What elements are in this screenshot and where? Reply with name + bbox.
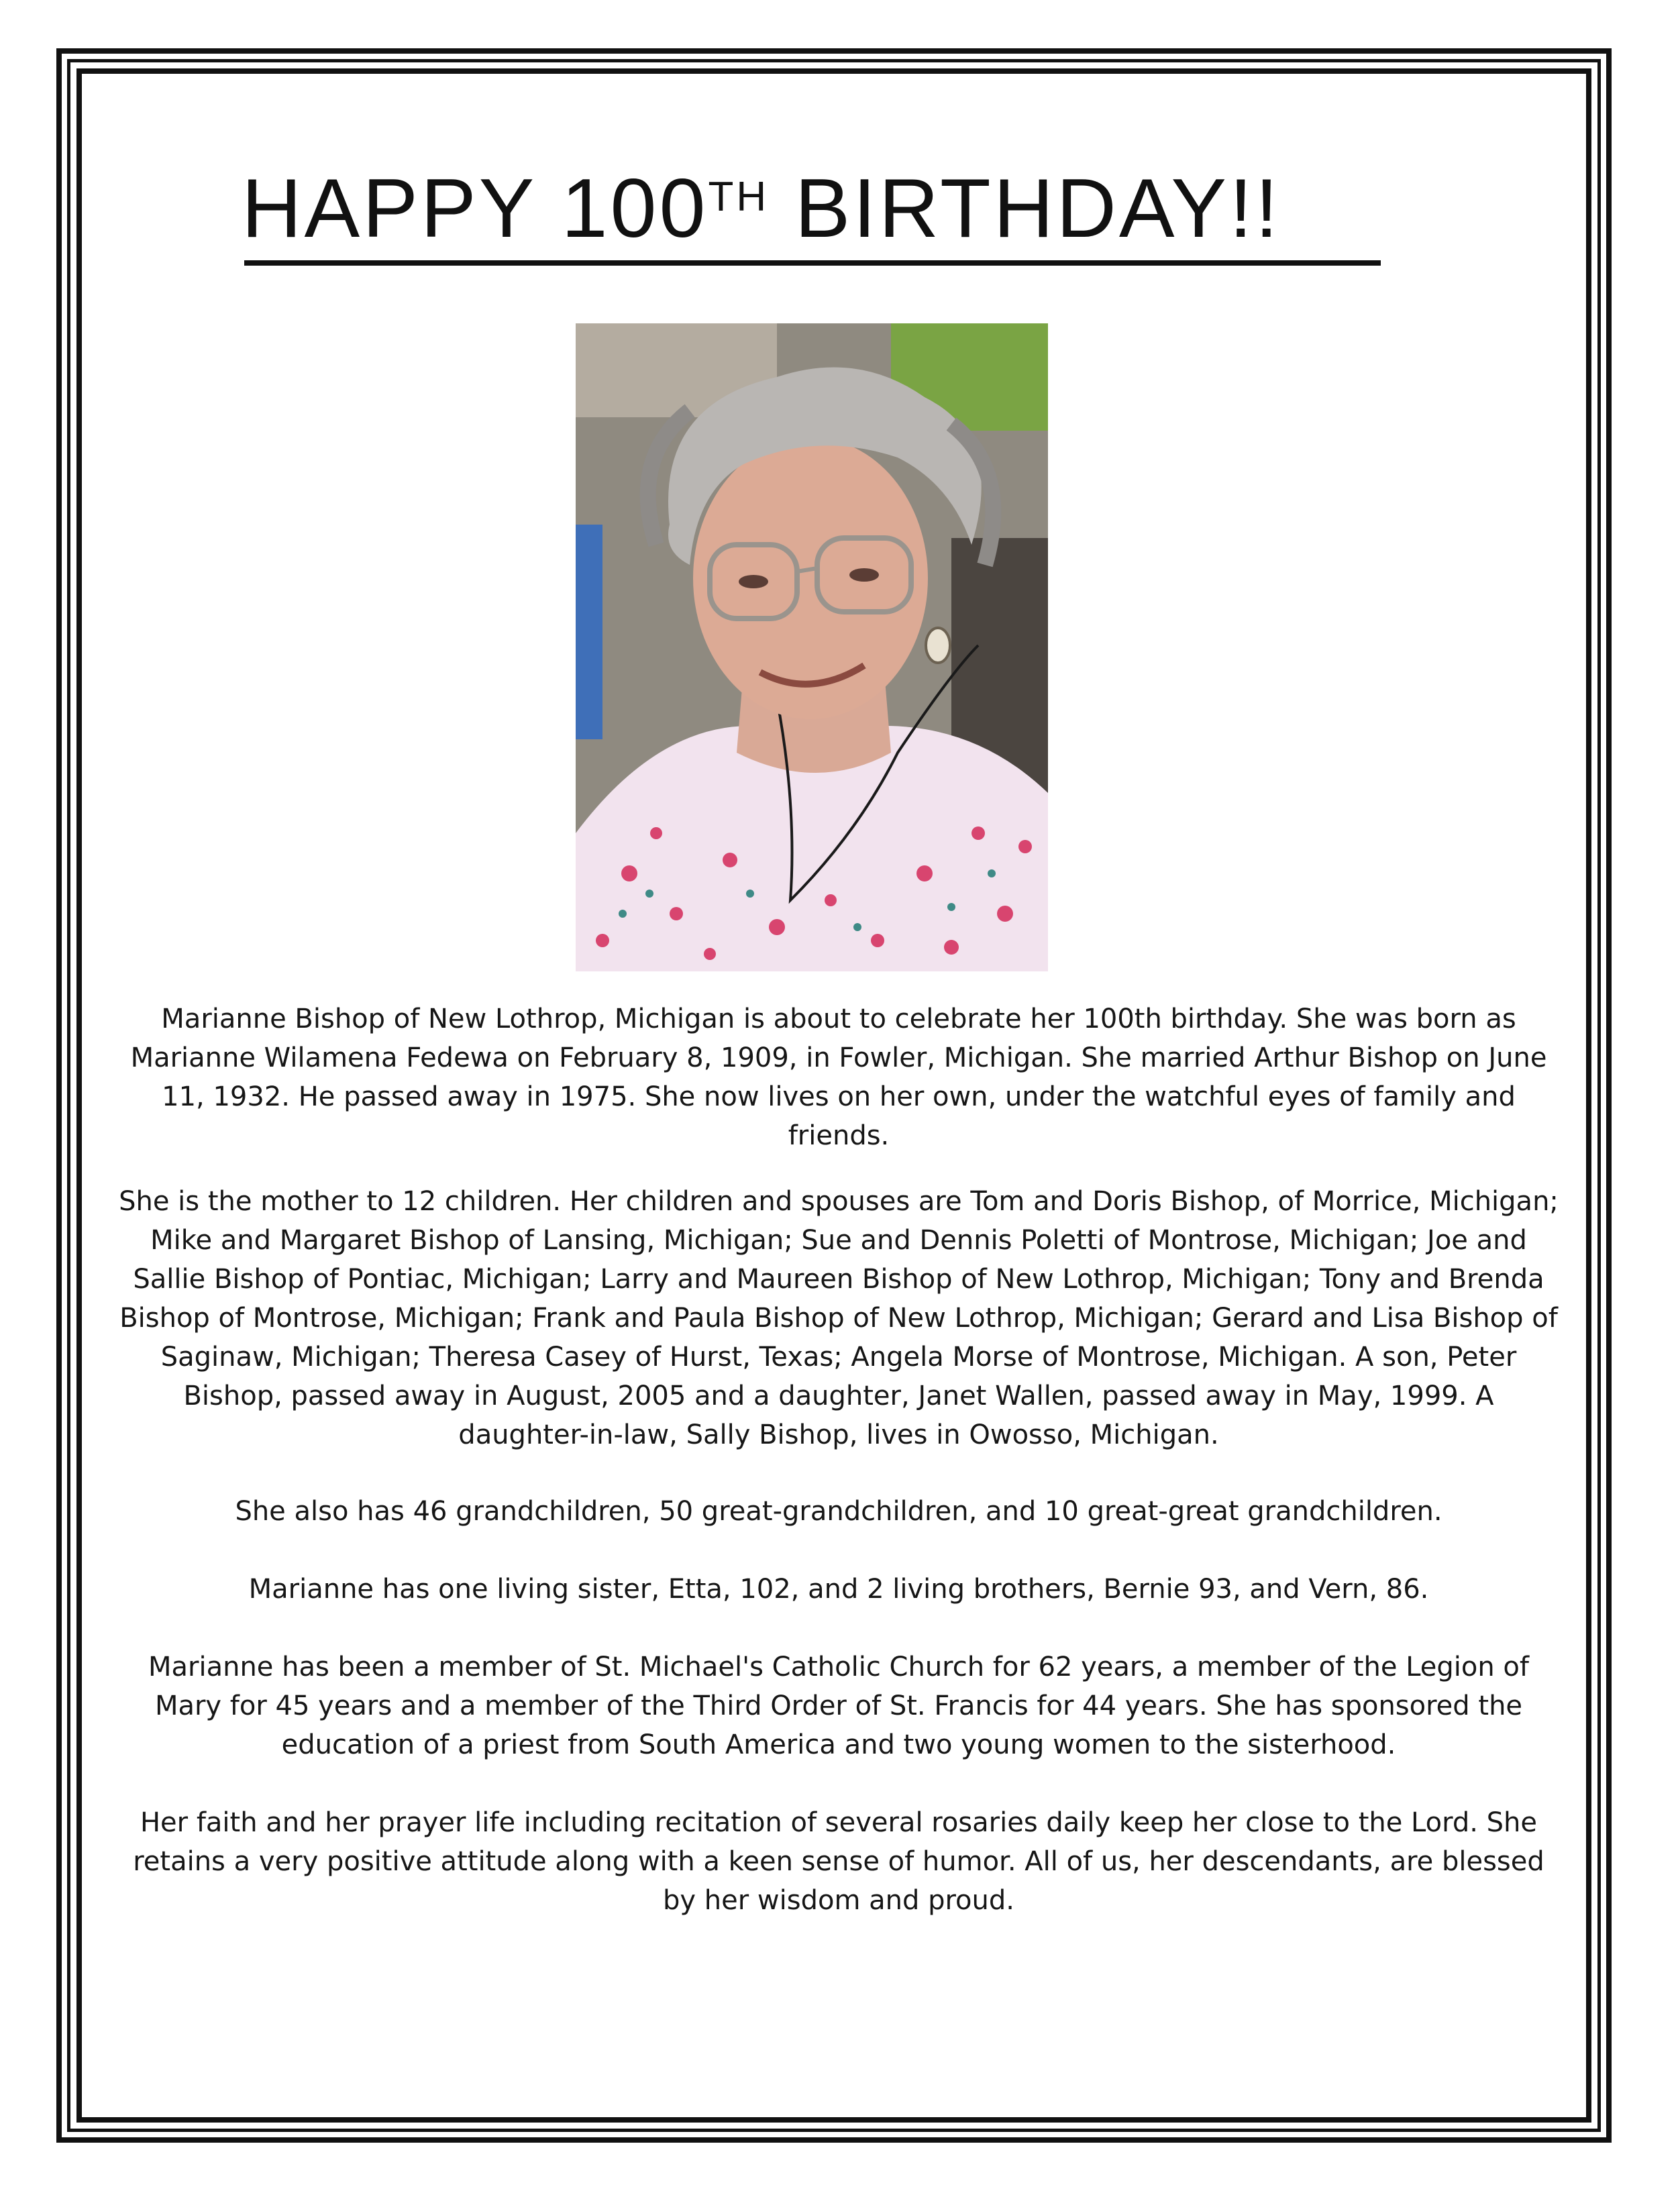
paragraph-children: She is the mother to 12 children. Her children and spouses are Tom and Doris Bishop, of Morrice, Michigan; Mike and Margaret Bishop of Lansing, Michigan; Sue and Dennis Poletti of Montrose, Michigan; Joe and Sallie Bishop of Pontiac, Michigan; Larry and Maureen Bishop of New Lothrop, Michigan; Tony and Brenda Bishop of Montrose, Michigan; Frank and Paula Bishop of New Lothrop, Michigan; Gerard and Lisa Bishop of Saginaw, Michigan; Theresa Casey of Hurst, Texas; Angela Morse of Montrose, Michigan. A son, Peter Bishop, passed away in August, 2005 and a daughter, Janet Wallen, passed away in May, 1999. A daughter-in-law, Sally Bishop, lives in Owosso, Michigan.	[119, 1186, 1559, 1450]
title-prefix: HAPPY 100	[242, 162, 708, 255]
paragraph-grandchildren: She also has 46 grandchildren, 50 great-grandchildren, and 10 great-great grandchildren.	[235, 1496, 1442, 1527]
page-title	[242, 158, 1382, 259]
paragraph-intro: Marianne Bishop of New Lothrop, Michigan is about to celebrate her 100th birthday. She was born as Marianne Wilamena Fedewa on February 8, 1909, in Fowler, Michigan. She married Arthur Bishop on June 11, 1932. He passed away in 1975. She now lives on her own, under the watchful eyes of family and friends.	[130, 1004, 1547, 1151]
paragraph-church: Marianne has been a member of St. Michael's Catholic Church for 62 years, a member of the Legion of Mary for 45 years and a member of the Third Order of St. Francis for 44 years. She has sponsored the education of a priest from South America and two young women to the sisterhood.	[148, 1652, 1529, 1760]
portrait-photo	[576, 323, 1048, 971]
title-superscript: TH	[708, 174, 770, 220]
article-body	[114, 1000, 1563, 1920]
paragraph-siblings: Marianne has one living sister, Etta, 102, and 2 living brothers, Bernie 93, and Vern, 86.	[248, 1574, 1429, 1605]
title-underline	[244, 260, 1381, 266]
paragraph-faith: Her faith and her prayer life including recitation of several rosaries daily keep her close to the Lord. She retains a very positive attitude along with a keen sense of humor. All of us, her descendants, are blessed by her wisdom and proud.	[133, 1807, 1544, 1916]
title-suffix: BIRTHDAY!!	[769, 162, 1281, 255]
